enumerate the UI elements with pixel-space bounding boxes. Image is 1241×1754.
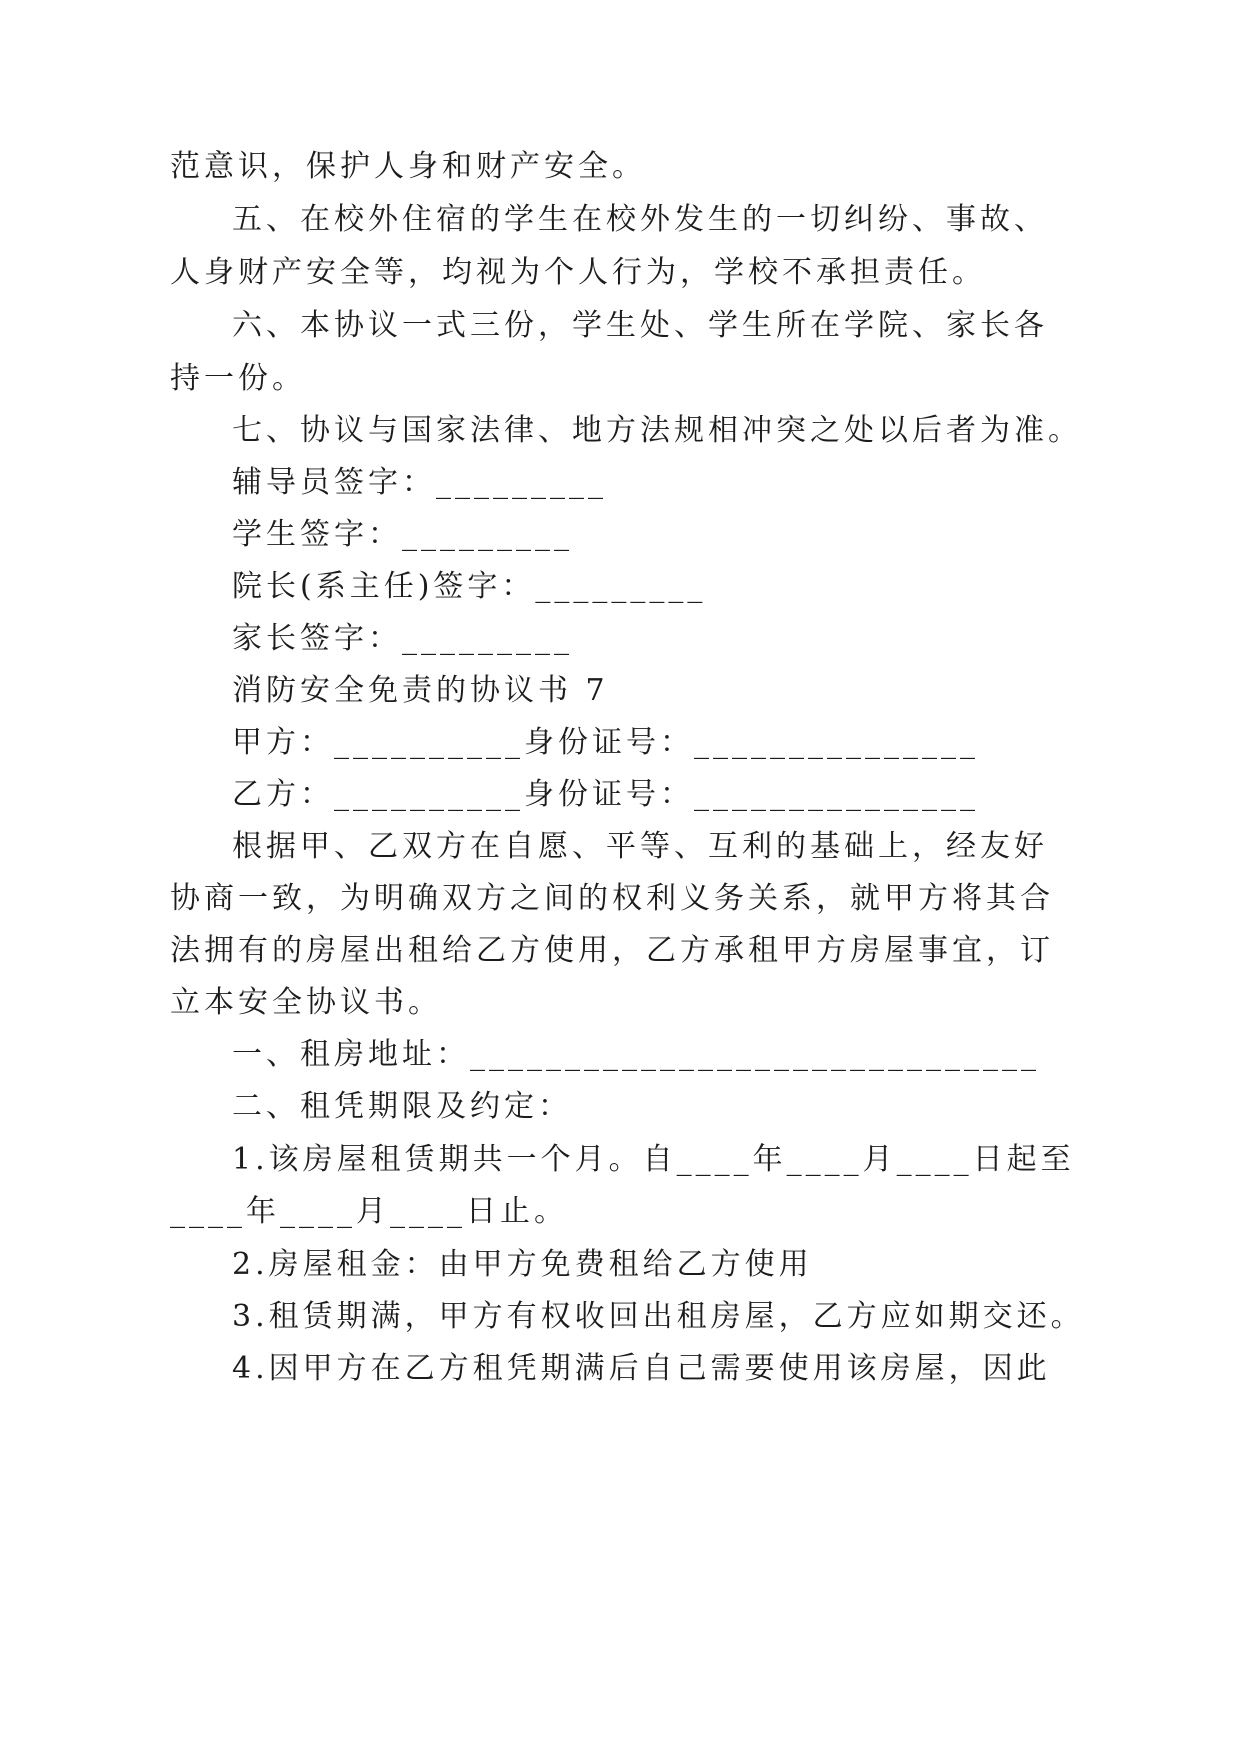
text-line: 七、协议与国家法律、地方法规相冲突之处以后者为准。 [232, 413, 1082, 448]
text-line: 2.房屋租金：由甲方免费租给乙方使用 [232, 1247, 813, 1282]
signature-line-parent: 家长签字：_________ [232, 621, 573, 656]
text-line: 立本安全协议书。 [170, 985, 442, 1020]
text-line: 范意识，保护人身和财产安全。 [170, 149, 646, 184]
text-line: 根据甲、乙双方在自愿、平等、互利的基础上，经友好 [232, 829, 1048, 864]
text-line: 五、在校外住宿的学生在校外发生的一切纠纷、事故、 [232, 202, 1048, 237]
party-a-line: 甲方：__________身份证号：_______________ [232, 725, 979, 760]
text-line: 二、租凭期限及约定： [232, 1089, 572, 1124]
signature-line-counselor: 辅导员签字：_________ [232, 465, 607, 500]
text-line: ____年____月____日止。 [170, 1194, 568, 1229]
text-line: 4.因甲方在乙方租凭期满后自己需要使用该房屋，因此 [232, 1351, 1051, 1386]
text-line: 3.租赁期满，甲方有权收回出租房屋，乙方应如期交还。 [232, 1299, 1085, 1334]
address-line: 一、租房地址：______________________________ [232, 1037, 1040, 1072]
section-heading: 消防安全免责的协议书 7 [232, 673, 609, 708]
text-line: 法拥有的房屋出租给乙方使用，乙方承租甲方房屋事宜，订 [170, 933, 1054, 968]
party-b-line: 乙方：__________身份证号：_______________ [232, 777, 979, 812]
text-line: 1.该房屋租赁期共一个月。自____年____月____日起至 [232, 1142, 1075, 1177]
signature-line-student: 学生签字：_________ [232, 517, 573, 552]
text-line: 持一份。 [170, 361, 306, 396]
text-line: 协商一致，为明确双方之间的权利义务关系，就甲方将其合 [170, 881, 1054, 916]
text-line: 人身财产安全等，均视为个人行为，学校不承担责任。 [170, 255, 986, 290]
text-line: 六、本协议一式三份，学生处、学生所在学院、家长各 [232, 308, 1048, 343]
signature-line-dean: 院长(系主任)签字：_________ [232, 569, 707, 604]
